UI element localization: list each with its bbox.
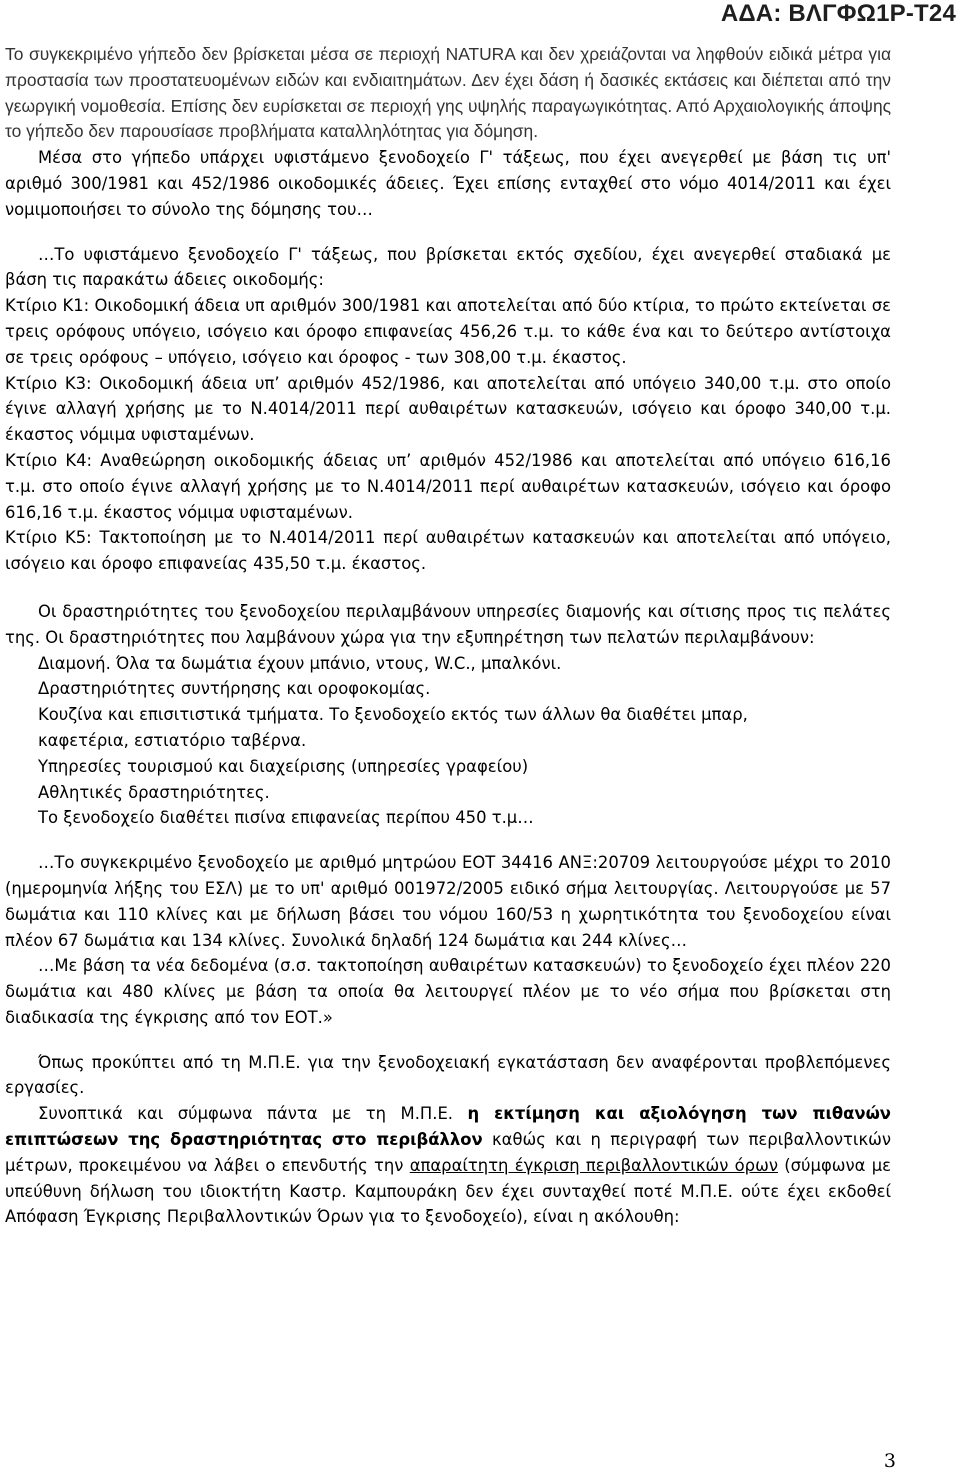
paragraph-building-k4: Κτίριο Κ4: Αναθεώρηση οικοδομικής άδειας υπ’ αριθμόν 452/1986 και αποτελείται από υπόγειο 616,16 τ.μ. στο οποίο έγινε αλλαγή χρήσης με το Ν.4014/2011 περί αυθαιρέτων κατασκευών, ισόγειο και όροφο 616,16 τ.μ. έκαστος νόμιμα υφισταμένων. bbox=[5, 450, 891, 522]
list-item-cafeteria: καφετέρια, εστιατόριο ταβέρνα. bbox=[38, 730, 307, 750]
list-item-sports: Αθλητικές δραστηριότητες. bbox=[38, 782, 270, 802]
paragraph-activities: Οι δραστηριότητες του ξενοδοχείου περιλαμβάνουν υπηρεσίες διαμονής και σίτισης προς τις πελάτες της. Οι δραστηριότητες που λαμβάνουν χώρα για την εξυπηρέτηση των πελατών περιλαμβάνουν: bbox=[5, 601, 891, 647]
summary-underlined-approval: απαραίτητη έγκριση περιβαλλοντικών όρων bbox=[409, 1155, 778, 1175]
summary-text-end: (σύμφωνα με υπεύθυνη δήλωση του ιδιοκτήτη Καστρ. Καμπουράκη δεν έχει συνταχθεί ποτέ Μ.Π.Ε. ούτε έχει εκδοθεί Απόφαση Έγκρισης Περιβαλλοντικών Όρων για το ξενοδοχείο), είναι η ακόλουθη: bbox=[5, 1155, 891, 1227]
paragraph-summary bbox=[5, 1101, 891, 1230]
list-item-kitchen: Κουζίνα και επισιτιστικά τμήματα. Το ξενοδοχείο εκτός των άλλων θα διαθέτει μπαρ, bbox=[38, 705, 748, 725]
spacer bbox=[5, 577, 891, 599]
summary-text-middle: καθώς και η περιγραφή των περιβαλλοντικών μέτρων, προκειμένου να λάβει ο επενδυτής την bbox=[5, 1130, 891, 1175]
paragraph-permits-intro: …Το υφιστάμενο ξενοδοχείο Γ' τάξεως, που βρίσκεται εκτός σχεδίου, έχει ανεγερθεί σταδιακά με βάση τις παρακάτω άδειες οικοδομής: bbox=[5, 244, 891, 290]
document-body bbox=[5, 42, 891, 1230]
list-item-tourism-services: Υπηρεσίες τουρισμού και διαχείρισης (υπηρεσίες γραφείου) bbox=[38, 756, 529, 776]
list-item-pool: Το ξενοδοχείο διαθέτει πισίνα επιφανείας περίπου 450 τ.μ… bbox=[38, 808, 534, 828]
paragraph-existing-hotel: Μέσα στο γήπεδο υπάρχει υφιστάμενο ξενοδοχείο Γ' τάξεως, που έχει ανεγερθεί με βάση τις υπ' αριθμό 300/1981 και 452/1986 οικοδομικές άδειες. Έχει επίσης ενταχθεί στο νόμο 4014/2011 και έχει νομιμοποιήσει το σύνολο της δόμησης του… bbox=[5, 148, 891, 219]
paragraph-eot-registry: …Το συγκεκριμένο ξενοδοχείο με αριθμό μητρώου ΕΟΤ 34416 ΑΝΞ:20709 λειτουργούσε μέχρι το 2010 (ημερομηνία λήξης του ΕΣΛ) με το υπ' αριθμό 001972/2005 ειδικό σήμα λειτουργίας. Λειτουργούσε με 57 δωμάτια και 110 κλίνες και με δήλωση βάσει του νόμου 160/53 η χωρητικότητα του ξενοδοχείου είναι πλέον 67 δωμάτια και 134 κλίνες. Συνολικά δηλαδή 124 δωμάτια και 244 κλίνες… bbox=[5, 853, 891, 950]
paragraph-natura: Το συγκεκριμένο γήπεδο δεν βρίσκεται μέσα σε περιοχή NATURA και δεν χρειάζονται να ληφθούν ειδικά μέτρα για προστασία των προστατευομένων ειδών και ενδιαιτημάτων. Δεν έχει δάση ή δασικές εκτάσεις και διέπεται από την γεωργική νομοθεσία. Επίσης δεν ευρίσκεται σε περιοχή γης υψηλής παραγωγικότητας. Από Αρχαιολογικής άποψης το γήπεδο δεν παρουσίασε προβλήματα καταλληλότητας για δόμηση. bbox=[5, 44, 891, 142]
spacer bbox=[5, 223, 891, 242]
summary-bold-assessment: η εκτίμηση και αξιολόγηση των πιθανών επιπτώσεων της δραστηριότητας στο περιβάλλον bbox=[5, 1104, 891, 1150]
page-number: 3 bbox=[883, 1450, 896, 1472]
paragraph-mpe-works: Όπως προκύπτει από τη Μ.Π.Ε. για την ξενοδοχειακή εγκατάσταση δεν αναφέρονται προβλεπόμενες εργασίες. bbox=[5, 1052, 891, 1098]
paragraph-new-data: …Με βάση τα νέα δεδομένα (σ.σ. τακτοποίηση αυθαιρέτων κατασκευών) το ξενοδοχείο έχει πλέον 220 δωμάτια και 480 κλίνες με βάση τα οποία θα λειτουργεί πλέον με το νέο σήμα που βρίσκεται στη διαδικασία της έγκρισης από τον ΕΟΤ.» bbox=[5, 956, 891, 1027]
paragraph-building-k3: Κτίριο Κ3: Οικοδομική άδεια υπ’ αριθμόν 452/1986, και αποτελείται από υπόγειο 340,00 τ.μ. στο οποίο έγινε αλλαγή χρήσης με το Ν.4014/2011 περί αυθαιρέτων κατασκευών, ισόγειο και όροφο 340,00 τ.μ. έκαστος νόμιμα υφισταμένων. bbox=[5, 373, 891, 445]
summary-text-start: Συνοπτικά και σύμφωνα πάντα με τη Μ.Π.Ε. bbox=[38, 1104, 468, 1124]
paragraph-building-k5: Κτίριο Κ5: Τακτοποίηση με το Ν.4014/2011 περί αυθαιρέτων κατασκευών και αποτελείται από υπόγειο, ισόγειο και όροφο επιφανείας 435,50 τ.μ. έκαστος. bbox=[5, 528, 891, 574]
paragraph-building-k1: Κτίριο Κ1: Οικοδομική άδεια υπ αριθμόν 300/1981 και αποτελείται από δύο κτίρια, το πρώτο εκτείνεται σε τρεις ορόφους υπόγειο, ισόγειο και όροφο επιφανείας 456,26 τ.μ. το κάθε ένα και το δεύτερο αντίστοιχα σε τρεις ορόφους – υπόγειο, ισόγειο και όροφος - των 308,00 τ.μ. έκαστος. bbox=[5, 296, 891, 367]
list-item-accommodation: Διαμονή. Όλα τα δωμάτια έχουν μπάνιο, ντους, W.C., μπαλκόνι. bbox=[38, 653, 562, 673]
spacer bbox=[5, 1031, 891, 1050]
spacer bbox=[5, 831, 891, 850]
list-item-maintenance: Δραστηριότητες συντήρησης και οροφοκομίας. bbox=[38, 679, 431, 699]
ada-code: ΑΔΑ: ΒΛΓΦΩ1Ρ-Τ24 bbox=[720, 0, 956, 27]
